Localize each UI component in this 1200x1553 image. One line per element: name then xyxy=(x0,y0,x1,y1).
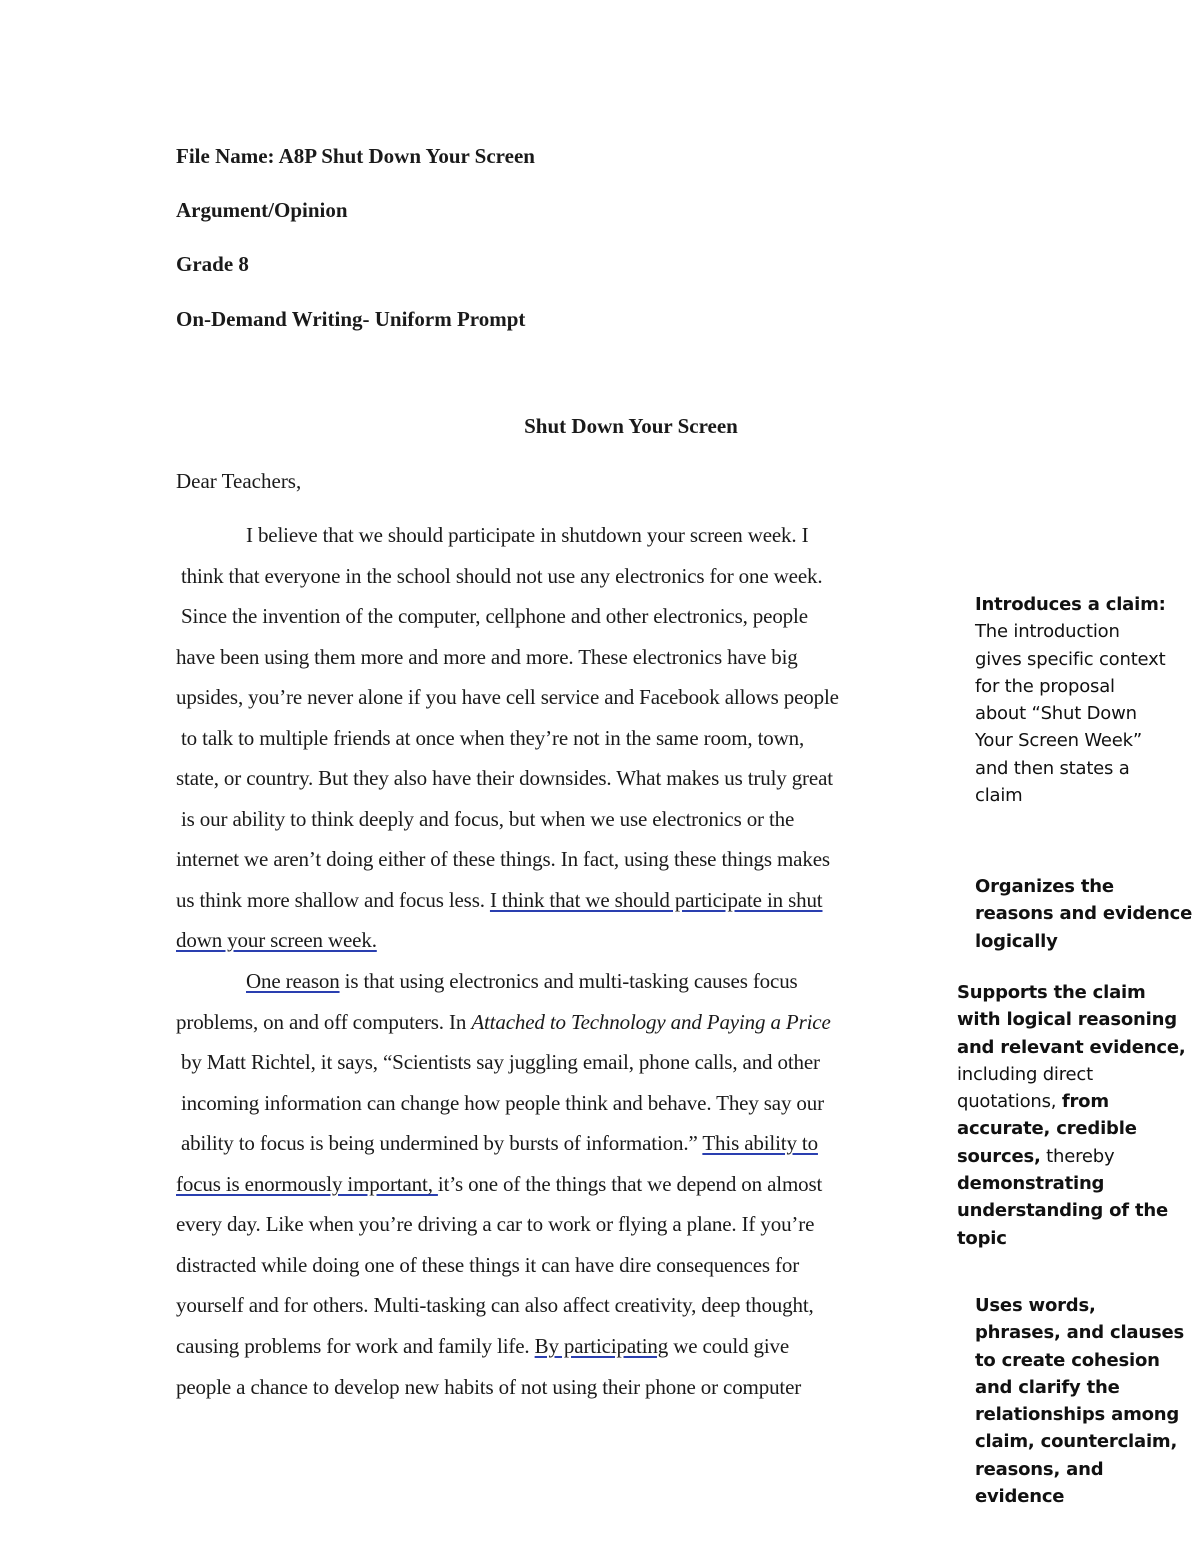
essay-line xyxy=(181,1130,818,1156)
essay-line xyxy=(246,968,798,994)
annotation-text: and then states a xyxy=(975,757,1130,779)
annotation-organizes xyxy=(975,873,1192,955)
essay-line: internet we aren’t doing either of these things. In fact, using these things makes xyxy=(176,847,830,871)
writing-type-heading: Argument/Opinion xyxy=(176,198,348,222)
annotation-heading: evidence xyxy=(975,1486,1065,1508)
essay-line: people a chance to develop new habits of not using their phone or computer xyxy=(176,1375,802,1399)
annotation-heading: topic xyxy=(957,1227,1007,1249)
salutation: Dear Teachers, xyxy=(176,469,302,493)
essay-line xyxy=(176,887,823,913)
reasoning-underline: focus is enormously important, xyxy=(176,1172,438,1196)
essay-line: to talk to multiple friends at once when they’re not in the same room, town, xyxy=(181,726,805,750)
annotation-heading: reasons, and xyxy=(975,1458,1104,1480)
essay-title: Shut Down Your Screen xyxy=(524,414,738,438)
essay-line: every day. Like when you’re driving a car to work or flying a plane. If you’re xyxy=(176,1212,815,1236)
essay-text: is that using electronics and multi-tasking causes focus xyxy=(339,969,798,993)
essay-text: us think more shallow and focus less. xyxy=(176,888,490,912)
essay-line xyxy=(176,927,377,953)
file-name-heading: File Name: A8P Shut Down Your Screen xyxy=(176,144,535,168)
annotation-text: about “Shut Down xyxy=(975,703,1137,725)
essay-line: think that everyone in the school should not use any electronics for one week. xyxy=(181,564,823,588)
essay-line xyxy=(176,1171,822,1197)
annotation-introduces-claim xyxy=(975,591,1166,809)
annotation-heading: and relevant evidence, xyxy=(957,1036,1186,1058)
annotation-heading: Uses words, xyxy=(975,1295,1096,1316)
essay-line xyxy=(176,1009,831,1035)
source-title: Attached to Technology and Paying a Price xyxy=(471,1010,831,1034)
essay-text: ability to focus is being undermined by bursts of information.” xyxy=(181,1131,703,1155)
annotation-heading: understanding of the xyxy=(957,1200,1168,1222)
essay-text: it’s one of the things that we depend on almost xyxy=(437,1172,823,1196)
essay-line: is our ability to think deeply and focus, but when we use electronics or the xyxy=(181,807,795,831)
annotation-heading: Supports the claim xyxy=(957,982,1146,1003)
annotation-heading: Organizes the xyxy=(975,876,1114,897)
transition-underline: By participating xyxy=(534,1334,669,1358)
annotation-heading: relationships among xyxy=(975,1404,1180,1426)
annotation-text: Your Screen Week” xyxy=(975,730,1142,752)
essay-line: yourself and for others. Multi-tasking can also affect creativity, deep thought, xyxy=(176,1293,814,1317)
annotation-text: thereby xyxy=(1040,1145,1115,1167)
essay-line: distracted while doing one of these things it can have dire consequences for xyxy=(176,1253,800,1277)
annotation-text: including direct xyxy=(957,1063,1093,1085)
essay-line: by Matt Richtel, it says, “Scientists say juggling email, phone calls, and other xyxy=(181,1050,820,1074)
annotation-heading: phrases, and clauses xyxy=(975,1322,1185,1344)
essay-line: have been using them more and more and more. These electronics have big xyxy=(176,645,798,669)
essay-text: problems, on and off computers. In xyxy=(176,1010,472,1034)
annotation-text: claim xyxy=(975,785,1023,807)
task-heading: On-Demand Writing- Uniform Prompt xyxy=(176,307,526,331)
annotation-text: The introduction xyxy=(975,621,1120,643)
annotation-heading: Introduces a claim: xyxy=(975,594,1166,615)
essay-line xyxy=(176,1333,789,1359)
annotation-heading: accurate, credible xyxy=(957,1118,1137,1140)
annotation-heading: sources, xyxy=(957,1145,1041,1167)
annotation-heading: reasons and evidence xyxy=(975,903,1193,925)
annotation-heading: logically xyxy=(975,930,1058,952)
annotation-cohesion xyxy=(975,1292,1184,1510)
annotation-heading: to create cohesion xyxy=(975,1349,1160,1371)
annotation-heading: and clarify the xyxy=(975,1376,1120,1398)
essay-line: I believe that we should participate in shutdown your screen week. I xyxy=(246,523,809,547)
reasoning-underline: This ability to xyxy=(702,1131,818,1155)
annotation-heading: from xyxy=(1061,1091,1109,1113)
essay-line: state, or country. But they also have their downsides. What makes us truly great xyxy=(176,766,833,790)
claim-underline: I think that we should participate in shut xyxy=(489,888,823,912)
annotation-text: quotations, xyxy=(957,1091,1062,1113)
annotation-heading: with logical reasoning xyxy=(957,1009,1177,1031)
essay-line: upsides, you’re never alone if you have cell service and Facebook allows people xyxy=(176,685,839,709)
transition-underline: One reason xyxy=(246,969,340,993)
annotation-text: gives specific context xyxy=(975,648,1166,670)
essay-text: causing problems for work and family life. xyxy=(176,1334,535,1358)
annotation-text: for the proposal xyxy=(975,675,1115,697)
essay-line: incoming information can change how people think and behave. They say our xyxy=(181,1091,824,1115)
essay-line: Since the invention of the computer, cellphone and other electronics, people xyxy=(181,604,808,628)
essay-text: we could give xyxy=(668,1334,790,1358)
annotation-heading: demonstrating xyxy=(957,1173,1105,1195)
annotation-supports-claim xyxy=(957,979,1185,1252)
claim-underline: down your screen week. xyxy=(176,928,377,952)
annotation-heading: claim, counterclaim, xyxy=(975,1431,1178,1453)
grade-heading: Grade 8 xyxy=(176,252,249,276)
